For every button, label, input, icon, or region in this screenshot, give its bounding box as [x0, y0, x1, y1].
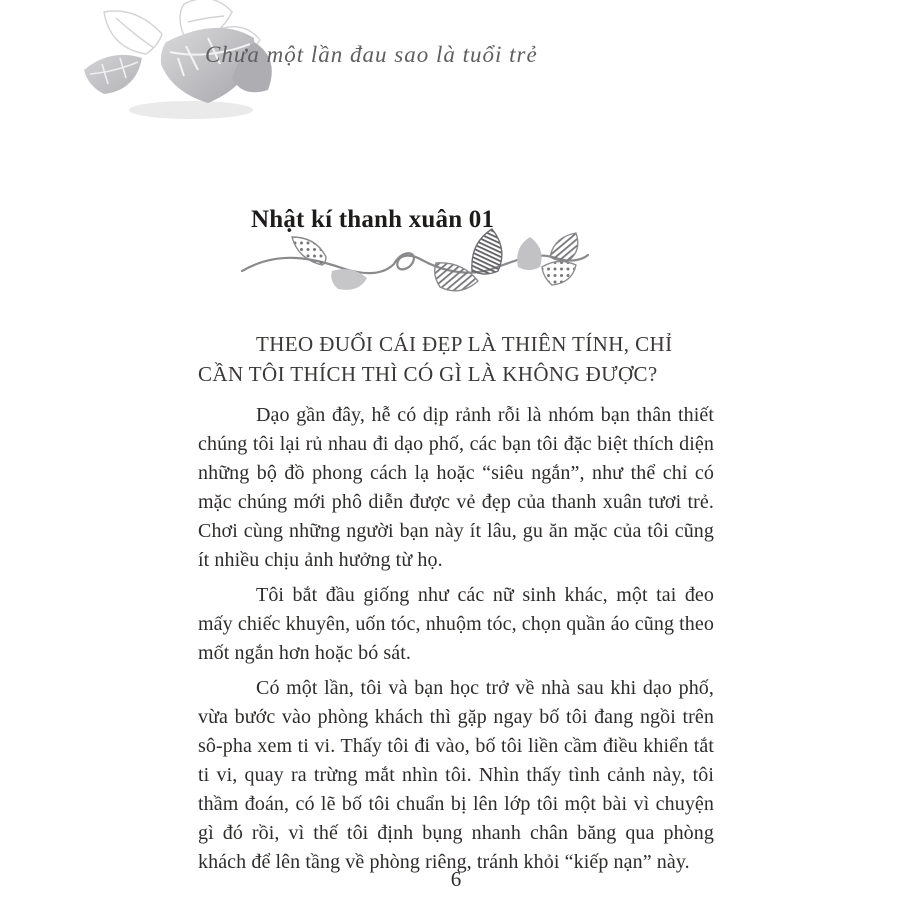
striped-leaf-icon: [550, 233, 578, 261]
dark-striped-leaf-icon: [472, 229, 502, 274]
paragraph: Có một lần, tôi và bạn học trở về nhà sau khi dạo phố, vừa bước vào phòng khách thì gặp ngay bố tôi đang ngồi trên sô-pha xem ti vi. Thấy tôi đi vào, bố tôi liền cầm điều khiển tắt ti vi, quay ra trừng mắt nhìn tôi. Nhìn thấy tình cảnh này, tôi thầm đoán, có lẽ bố tôi chuẩn bị lên lớp tôi một bài vì chuyện gì đó rồi, vì thế tôi định bụng nhanh chân băng qua phòng khách để lên tầng về phòng riêng, tránh khỏi “kiếp nạn” này.: [198, 677, 714, 873]
running-header: Chưa một lần đau sao là tuổi trẻ: [205, 42, 538, 67]
paragraph: Dạo gần đây, hễ có dịp rảnh rỗi là nhóm bạn thân thiết chúng tôi lại rủ nhau đi dạo phố, các bạn tôi đặc biệt thích diện những bộ đồ phong cách lạ hoặc “siêu ngắn”, như thể chỉ có mặc chúng mới phô diễn được vẻ đẹp của thanh xuân tươi trẻ. Chơi cùng những người bạn này ít lâu, gu ăn mặc của tôi cũng ít nhiều chịu ảnh hưởng từ họ.: [198, 404, 714, 571]
chapter-heading: THEO ĐUỔI CÁI ĐẸP LÀ THIÊN TÍNH, CHỈ CẦN TÔI THÍCH THÌ CÓ GÌ LÀ KHÔNG ĐƯỢC?: [198, 332, 673, 386]
vine-divider-decoration: [240, 227, 590, 297]
page-number: 6: [450, 867, 462, 891]
section-title: Nhật kí thanh xuân 01: [251, 206, 495, 233]
dotted-leaf-icon: [292, 237, 326, 265]
page-body-text: [198, 329, 714, 877]
paragraph: Tôi bắt đầu giống như các nữ sinh khác, một tai đeo mấy chiếc khuyên, uốn tóc, nhuộm tóc, chọn quần áo cũng theo mốt ngắn hơn hoặc bó sát.: [198, 584, 714, 664]
leaf-shadow: [129, 101, 253, 119]
dotted-leaf-icon: [542, 261, 576, 285]
solid-leaf-icon: [517, 237, 541, 270]
